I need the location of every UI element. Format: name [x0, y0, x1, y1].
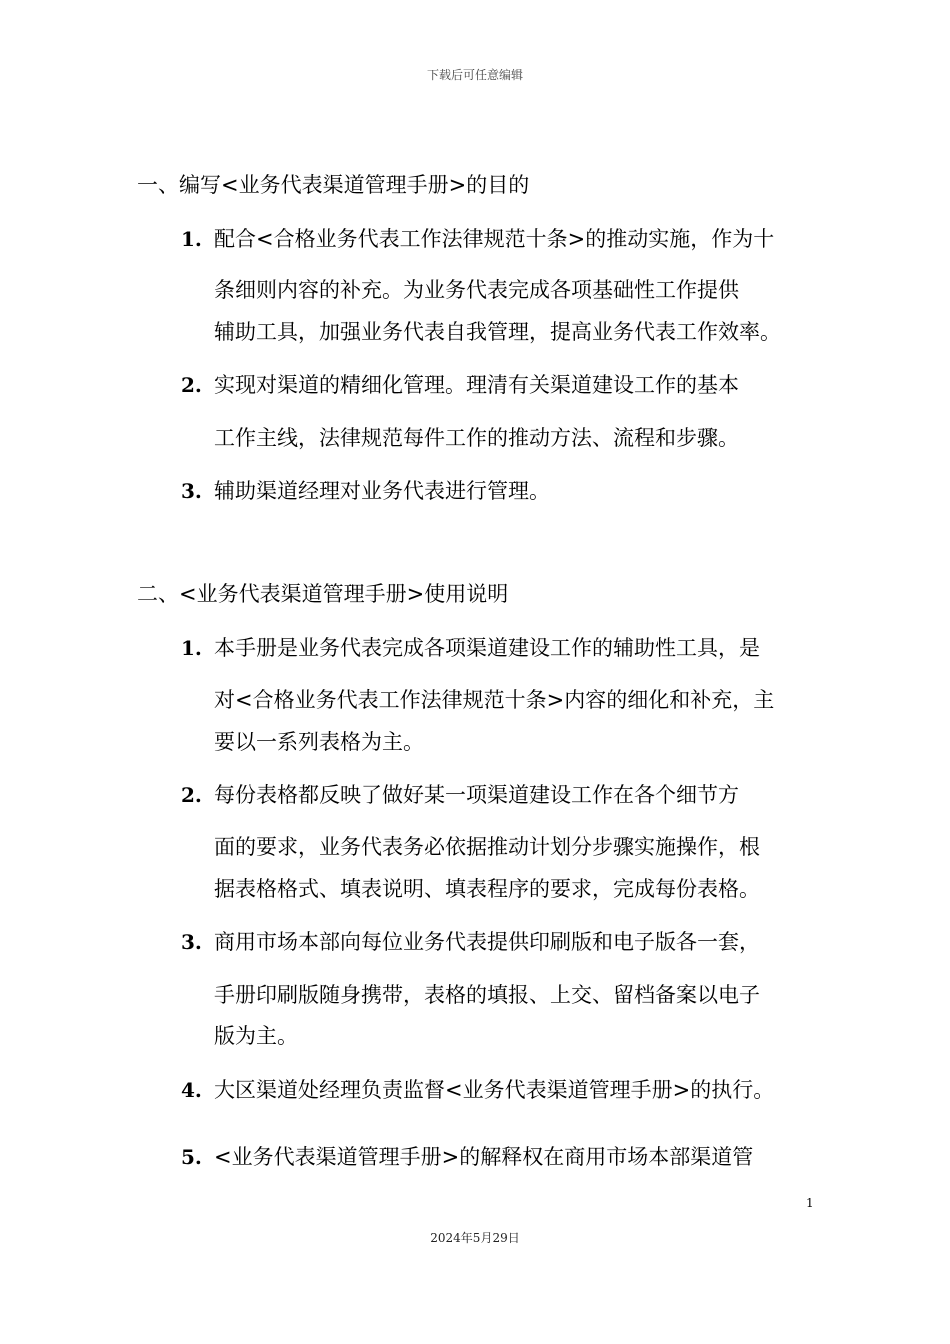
- item-number: 1.: [181, 636, 202, 660]
- item-number: 3.: [181, 930, 202, 954]
- item-text-line: 手册印刷版随身携带，表格的填报、上交、留档备案以电子: [214, 983, 760, 1007]
- item-number: 3.: [181, 479, 202, 503]
- page-header: 下载后可任意编辑: [426, 68, 523, 82]
- item-number: 2.: [181, 373, 202, 397]
- item-text-line: <业务代表渠道管理手册>的解释权在商用市场本部渠道管: [214, 1145, 754, 1169]
- item-text-line: 据表格格式、填表说明、填表程序的要求，完成每份表格。: [214, 877, 760, 901]
- item-text-line: 辅助工具，加强业务代表自我管理，提高业务代表工作效率。: [214, 320, 781, 344]
- item-text-line: 条细则内容的补充。为业务代表完成各项基础性工作提供: [214, 278, 739, 302]
- section-heading: 一、编写<业务代表渠道管理手册>的目的: [137, 173, 530, 197]
- item-number: 4.: [181, 1078, 202, 1102]
- item-text-line: 面的要求，业务代表务必依据推动计划分步骤实施操作，根: [214, 835, 760, 859]
- item-text-line: 每份表格都反映了做好某一项渠道建设工作在各个细节方: [214, 783, 739, 807]
- item-text-line: 商用市场本部向每位业务代表提供印刷版和电子版各一套，: [214, 930, 760, 954]
- item-text-line: 本手册是业务代表完成各项渠道建设工作的辅助性工具，是: [214, 636, 760, 660]
- item-text-line: 工作主线，法律规范每件工作的推动方法、流程和步骤。: [214, 426, 739, 450]
- item-text-line: 实现对渠道的精细化管理。理清有关渠道建设工作的基本: [214, 373, 739, 397]
- page-number: 1: [806, 1196, 814, 1210]
- section-heading: 二、<业务代表渠道管理手册>使用说明: [137, 582, 509, 606]
- item-text-line: 版为主。: [214, 1024, 298, 1048]
- item-text-line: 大区渠道处经理负责监督<业务代表渠道管理手册>的执行。: [214, 1078, 775, 1102]
- item-number: 2.: [181, 783, 202, 807]
- item-number: 5.: [181, 1145, 202, 1169]
- item-text-line: 辅助渠道经理对业务代表进行管理。: [214, 479, 550, 503]
- item-text-line: 对<合格业务代表工作法律规范十条>内容的细化和补充，主: [214, 688, 775, 712]
- item-text-line: 配合<合格业务代表工作法律规范十条>的推动实施，作为十: [214, 227, 775, 251]
- page-footer-date: 2024年5月29日: [430, 1231, 520, 1245]
- item-text-line: 要以一系列表格为主。: [214, 730, 424, 754]
- item-number: 1.: [181, 227, 202, 251]
